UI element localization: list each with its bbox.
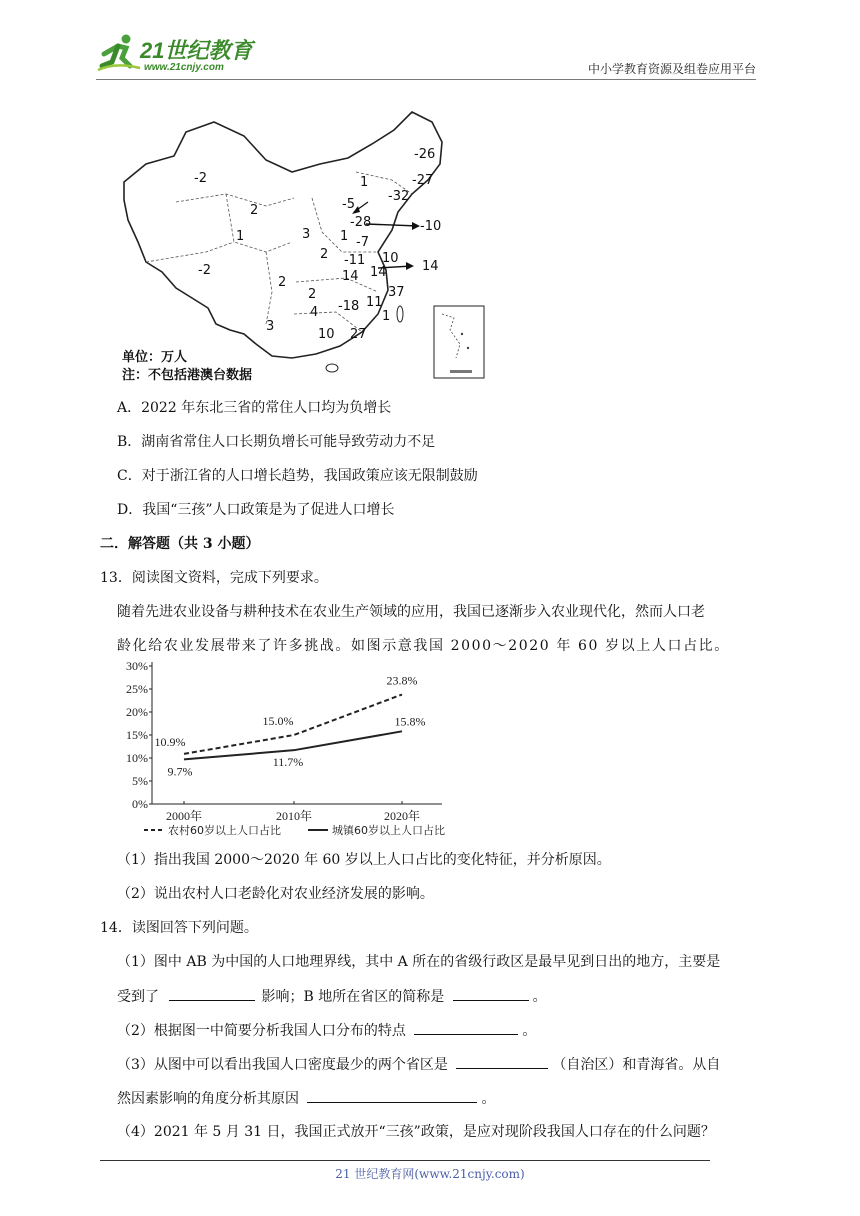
data-label: 15.8% — [394, 714, 426, 729]
y-tick-label: 30% — [126, 660, 148, 673]
site-logo — [96, 32, 266, 76]
footer-divider — [100, 1160, 710, 1161]
option-d: D．我国“三孩”人口政策是为了促进人口增长 — [117, 502, 395, 518]
x-tick-label: 2000年 — [165, 809, 203, 823]
map-label: -18 — [338, 299, 360, 314]
data-label: 9.7% — [167, 764, 193, 779]
q14-sub3-text-b: （自治区）和青海省。从自 — [552, 1057, 721, 1073]
china-population-map — [116, 102, 488, 382]
map-label: 11 — [366, 295, 383, 310]
logo-text: 21世纪教育 — [140, 38, 253, 63]
q14-sub2 — [117, 1020, 536, 1041]
y-tick-label: 25% — [126, 682, 148, 696]
option-a: A．2022 年东北三省的常住人口均为负增长 — [117, 400, 392, 416]
china-outline — [124, 112, 442, 358]
map-label: -26 — [414, 147, 436, 162]
q14-sub2-text-a: （2）根据图一中简要分析我国人口分布的特点 — [117, 1023, 406, 1039]
map-label: -2 — [198, 263, 211, 278]
q14-sub1-line1: （1）图中 AB 为中国的人口地理界线，其中 A 所在的省级行政区是最早见到日出的地方，主要是 — [117, 954, 721, 970]
answer-blank[interactable] — [307, 1088, 477, 1103]
q14-sub4: （4）2021 年 5 月 31 日，我国正式放开“三孩”政策，是应对现阶段我国人口存在的什么问题？ — [117, 1124, 715, 1140]
map-label: -11 — [344, 253, 366, 268]
map-label: 1 — [236, 229, 245, 244]
page-footer: 21 世纪教育网(www.21cnjy.com) — [335, 1167, 525, 1181]
y-tick-label: 0% — [132, 797, 148, 811]
map-label: 3 — [302, 227, 311, 242]
chart-svg — [116, 660, 476, 846]
map-label: 3 — [266, 319, 275, 334]
map-label: -7 — [356, 235, 369, 250]
map-label: 2 — [320, 247, 329, 262]
map-label: -5 — [342, 197, 355, 212]
x-tick-label: 2020年 — [383, 809, 421, 823]
map-label: 2 — [278, 275, 287, 290]
map-svg — [116, 102, 488, 382]
map-label: 1 — [360, 175, 369, 190]
page-header — [96, 32, 756, 80]
q14-sub1-text-b: 影响；B 地所在省区的简称是 — [261, 989, 445, 1005]
q14-sub1-line2 — [117, 986, 547, 1007]
answer-blank[interactable] — [456, 1054, 548, 1069]
option-c: C．对于浙江省的人口增长趋势，我国政策应该无限制鼓励 — [117, 468, 478, 484]
map-label: 14 — [370, 265, 387, 280]
map-label: -10 — [420, 219, 442, 234]
aging-line-chart — [116, 660, 476, 846]
map-unit: 单位：万人 — [122, 350, 188, 365]
answer-blank[interactable] — [453, 986, 529, 1001]
legend-label-urban: 城镇60岁以上人口占比 — [332, 824, 445, 837]
map-label: 1 — [340, 229, 349, 244]
legend-label-rural: 农村60岁以上人口占比 — [168, 824, 281, 837]
q13-title: 13．阅读图文资料，完成下列要求。 — [100, 570, 328, 586]
map-label: -2 — [194, 171, 207, 186]
header-divider — [96, 79, 756, 80]
answer-blank[interactable] — [414, 1020, 518, 1035]
map-label: 4 — [310, 305, 319, 320]
q14-sub3-text-a: （3）从图中可以看出我国人口密度最少的两个省区是 — [117, 1057, 448, 1073]
map-label: 2 — [308, 287, 317, 302]
map-label: 27 — [350, 327, 367, 342]
section-title: 二．解答题（共 3 小题） — [100, 536, 260, 552]
y-tick-label: 10% — [126, 751, 148, 765]
map-label: -27 — [412, 173, 434, 188]
logo-url: www.21cnjy.com — [144, 62, 224, 73]
map-label: 14 — [342, 269, 359, 284]
data-label: 15.0% — [262, 714, 294, 728]
y-tick-label: 20% — [126, 705, 148, 719]
q13-sub2: （2）说出农村人口老龄化对农业经济发展的影响。 — [117, 886, 434, 902]
q13-sub1: （1）指出我国 2000～2020 年 60 岁以上人口占比的变化特征，并分析原因。 — [117, 852, 611, 868]
answer-blank[interactable] — [169, 986, 255, 1001]
y-tick-label: 15% — [126, 728, 148, 742]
map-label: 10 — [382, 251, 399, 266]
q14-sub1-text-c: 。 — [532, 989, 547, 1005]
q14-sub1-text-a: 受到了 — [117, 989, 159, 1005]
map-note: 注：不包括港澳台数据 — [122, 368, 253, 383]
data-label: 23.8% — [386, 673, 418, 688]
q13-paragraph-line2: 龄化给农业发展带来了许多挑战。如图示意我国 2000～2020 年 60 岁以上人口占比。 — [117, 638, 730, 654]
map-label: 1 — [382, 309, 391, 324]
map-label: 14 — [422, 259, 439, 274]
q14-sub3-text-c: 然因素影响的角度分析其原因 — [117, 1091, 299, 1107]
q13-paragraph-line1: 随着先进农业设备与耕种技术在农业生产领域的应用，我国已逐渐步入农业现代化，然而人口老 — [117, 604, 705, 620]
data-label: 10.9% — [154, 734, 186, 749]
y-tick-label: 5% — [132, 774, 148, 788]
option-b: B．湖南省常住人口长期负增长可能导致劳动力不足 — [117, 434, 436, 450]
q14-sub3-text-d: 。 — [481, 1091, 496, 1107]
q14-title: 14．读图回答下列问题。 — [100, 920, 258, 936]
q14-sub3-line1 — [117, 1054, 720, 1075]
map-label: 2 — [250, 203, 259, 218]
map-label: 10 — [318, 327, 335, 342]
map-label: 37 — [388, 285, 405, 300]
q14-sub3-line2 — [117, 1088, 495, 1109]
data-label: 11.7% — [272, 755, 304, 770]
map-label: -28 — [350, 215, 372, 230]
platform-name: 中小学教育资源及组卷应用平台 — [587, 62, 756, 76]
runner-logo-icon — [96, 32, 142, 72]
x-tick-label: 2010年 — [275, 809, 313, 823]
q14-sub2-text-b: 。 — [522, 1023, 537, 1039]
map-label: -32 — [388, 189, 410, 204]
